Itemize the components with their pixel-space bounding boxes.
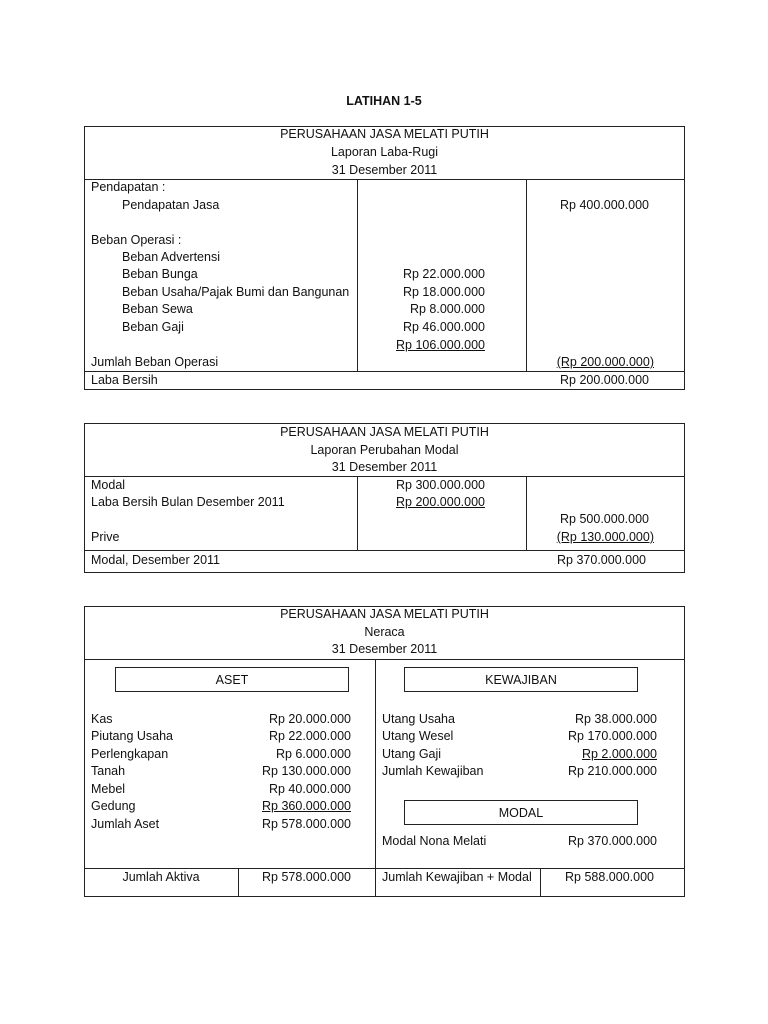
expense-label: Beban Gaji (122, 320, 184, 334)
total-liab-equity-amount: Rp 588.000.000 (565, 870, 654, 884)
net-income-amount: Rp 200.000.000 (560, 373, 649, 387)
report-name: Neraca (364, 625, 405, 639)
assets-heading: ASET (115, 667, 349, 692)
liability-label: Jumlah Kewajiban (382, 764, 484, 778)
expense-subtotal: Rp 106.000.000 (396, 338, 485, 352)
asset-amount: Rp 360.000.000 (262, 799, 351, 813)
company-name: PERUSAHAAN JASA MELATI PUTIH (280, 127, 489, 141)
expense-amount: Rp 46.000.000 (402, 320, 485, 334)
liability-label: Utang Gaji (382, 747, 442, 761)
equity-amount: Rp 370.000.000 (568, 834, 657, 848)
asset-amount: Rp 6.000.000 (275, 747, 351, 761)
asset-amount: Rp 130.000.000 (262, 764, 351, 778)
company-name: PERUSAHAAN JASA MELATI PUTIH (280, 425, 489, 439)
company-name: PERUSAHAAN JASA MELATI PUTIH (280, 607, 489, 621)
asset-label: Kas (91, 712, 113, 726)
divider (375, 659, 376, 897)
asset-label: Jumlah Aset (91, 817, 160, 831)
asset-amount: Rp 578.000.000 (262, 817, 351, 831)
total-assets-amount: Rp 578.000.000 (262, 870, 351, 884)
prive-amount: (Rp 130.000.000) (556, 530, 654, 544)
asset-label: Mebel (91, 782, 126, 796)
asset-amount: Rp 40.000.000 (268, 782, 351, 796)
expense-amount: Rp 22.000.000 (402, 267, 485, 281)
liabilities-heading: KEWAJIBAN (404, 667, 638, 692)
equity-label: Modal Nona Melati (382, 834, 487, 848)
asset-amount: Rp 20.000.000 (268, 712, 351, 726)
asset-label: Tanah (91, 764, 126, 778)
report-date: 31 Desember 2011 (331, 642, 438, 656)
expense-amount: Rp 8.000.000 (409, 302, 485, 316)
net-income-amount: Rp 200.000.000 (396, 495, 485, 509)
total-expense-label: Jumlah Beban Operasi (91, 355, 219, 369)
total-liab-equity-label: Jumlah Kewajiban + Modal (382, 870, 532, 884)
expense-amount: Rp 18.000.000 (402, 285, 485, 299)
report-date: 31 Desember 2011 (331, 163, 438, 177)
revenue-amount: Rp 400.000.000 (560, 198, 649, 212)
expense-label: Beban Sewa (122, 302, 193, 316)
equity-subtotal: Rp 500.000.000 (560, 512, 649, 526)
liability-label: Utang Usaha (382, 712, 455, 726)
report-name: Laporan Laba-Rugi (330, 145, 439, 159)
net-income-label: Laba Bersih (91, 373, 158, 387)
page-title: LATIHAN 1-5 (346, 94, 422, 108)
revenue-heading: Pendapatan : (91, 180, 166, 194)
divider (84, 659, 685, 660)
capital-label: Modal (91, 478, 126, 492)
expense-label: Beban Usaha/Pajak Bumi dan Bangunan (122, 285, 350, 299)
report-date: 31 Desember 2011 (331, 460, 438, 474)
liability-amount: Rp 2.000.000 (581, 747, 657, 761)
prive-label: Prive (91, 530, 120, 544)
liability-amount: Rp 38.000.000 (574, 712, 657, 726)
liability-amount: Rp 170.000.000 (568, 729, 657, 743)
ending-capital-label: Modal, Desember 2011 (91, 553, 221, 567)
net-income-label: Laba Bersih Bulan Desember 2011 (91, 495, 285, 509)
liability-amount: Rp 210.000.000 (568, 764, 657, 778)
total-expense-amount: (Rp 200.000.000) (556, 355, 654, 369)
divider (84, 550, 685, 551)
equity-heading: MODAL (404, 800, 638, 825)
report-name: Laporan Perubahan Modal (310, 443, 459, 457)
capital-amount: Rp 300.000.000 (396, 478, 485, 492)
expense-heading: Beban Operasi : (91, 233, 182, 247)
total-assets-label: Jumlah Aktiva (122, 870, 200, 884)
asset-label: Perlengkapan (91, 747, 169, 761)
asset-label: Gedung (91, 799, 136, 813)
revenue-item: Pendapatan Jasa (122, 198, 220, 212)
ending-capital-amount: Rp 370.000.000 (557, 553, 646, 567)
liability-label: Utang Wesel (382, 729, 454, 743)
asset-amount: Rp 22.000.000 (268, 729, 351, 743)
expense-label: Beban Bunga (122, 267, 198, 281)
expense-label: Beban Advertensi (122, 250, 220, 264)
asset-label: Piutang Usaha (91, 729, 174, 743)
